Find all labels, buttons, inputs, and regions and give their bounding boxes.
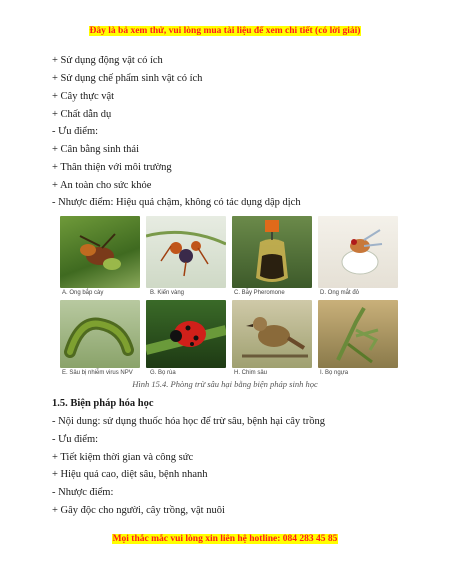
bird-photo [232,300,312,368]
text-line: + Sử dụng chế phẩm sinh vật có ích [52,73,203,84]
ladybug-photo [146,300,226,368]
trichogramma-image [318,216,398,288]
npv-caterpillar-photo [60,300,140,368]
caption-h: H. Chim sâu [234,370,268,376]
preview-notice-text: Đây là bả xem thử, vui lòng mua tài liệu để xem chi tiết (có lời giải) [89,26,361,36]
text-line: + Thân thiện với môi trường [52,162,172,173]
text-line: + Cây thực vật [52,91,115,102]
biological-control-figure [58,212,402,378]
ladybug-image [146,300,226,368]
text-line: + Cân bằng sinh thái [52,144,139,155]
text-line: - Nhược điểm: Hiệu quả chậm, không có tác dụng dập dịch [52,197,301,208]
text-line: - Ưu điểm: [52,126,99,137]
text-line: + Hiệu quả cao, diệt sâu, bệnh nhanh [52,469,208,480]
caption-d: D. Ong mắt đỏ [320,290,360,296]
wasp-image [60,216,140,288]
hotline-text: Mọi thắc mắc vui lòng xin liên hệ hotline: 084 283 45 85 [112,534,338,544]
caption-b: B. Kiến vàng [150,290,185,296]
text-line: + Gây độc cho người, cây trồng, vật nuôi [52,505,225,516]
caption-a: A. Ong bắp cày [62,290,104,296]
pheromone-trap-image [232,216,312,288]
text-line: + Chất dẫn dụ [52,109,112,120]
figure-caption: Hình 15.4. Phòng trừ sâu hại bằng biện pháp sinh học [132,379,318,389]
bird-image [232,300,312,368]
trichogramma-photo [318,216,398,288]
ant-photo [146,216,226,288]
text-line: - Nội dung: sử dụng thuốc hóa học để trừ sâu, bệnh hại cây trồng [52,416,325,427]
text-line: - Nhược điểm: [52,487,114,498]
pheromone-trap-photo [232,216,312,288]
ant-image [146,216,226,288]
caterpillar-image [60,300,140,368]
text-line: - Ưu điểm: [52,434,99,445]
text-line: + Sử dụng động vật có ích [52,55,163,66]
hotline-banner [0,534,450,544]
text-line: + Tiết kiệm thời gian và công sức [52,452,194,463]
mantis-photo [318,300,398,368]
caption-c: C. Bẫy Pheromone [234,290,285,296]
caption-i: I. Bọ ngựa [320,370,349,376]
preview-notice-banner [0,26,450,36]
wasp-photo [60,216,140,288]
text-line: + An toàn cho sức khỏe [52,180,152,191]
caption-g: G. Bọ rùa [150,370,176,376]
mantis-image [318,300,398,368]
section-heading: 1.5. Biện pháp hóa học [52,398,154,409]
caption-e: E. Sâu bị nhiễm virus NPV [62,370,133,376]
